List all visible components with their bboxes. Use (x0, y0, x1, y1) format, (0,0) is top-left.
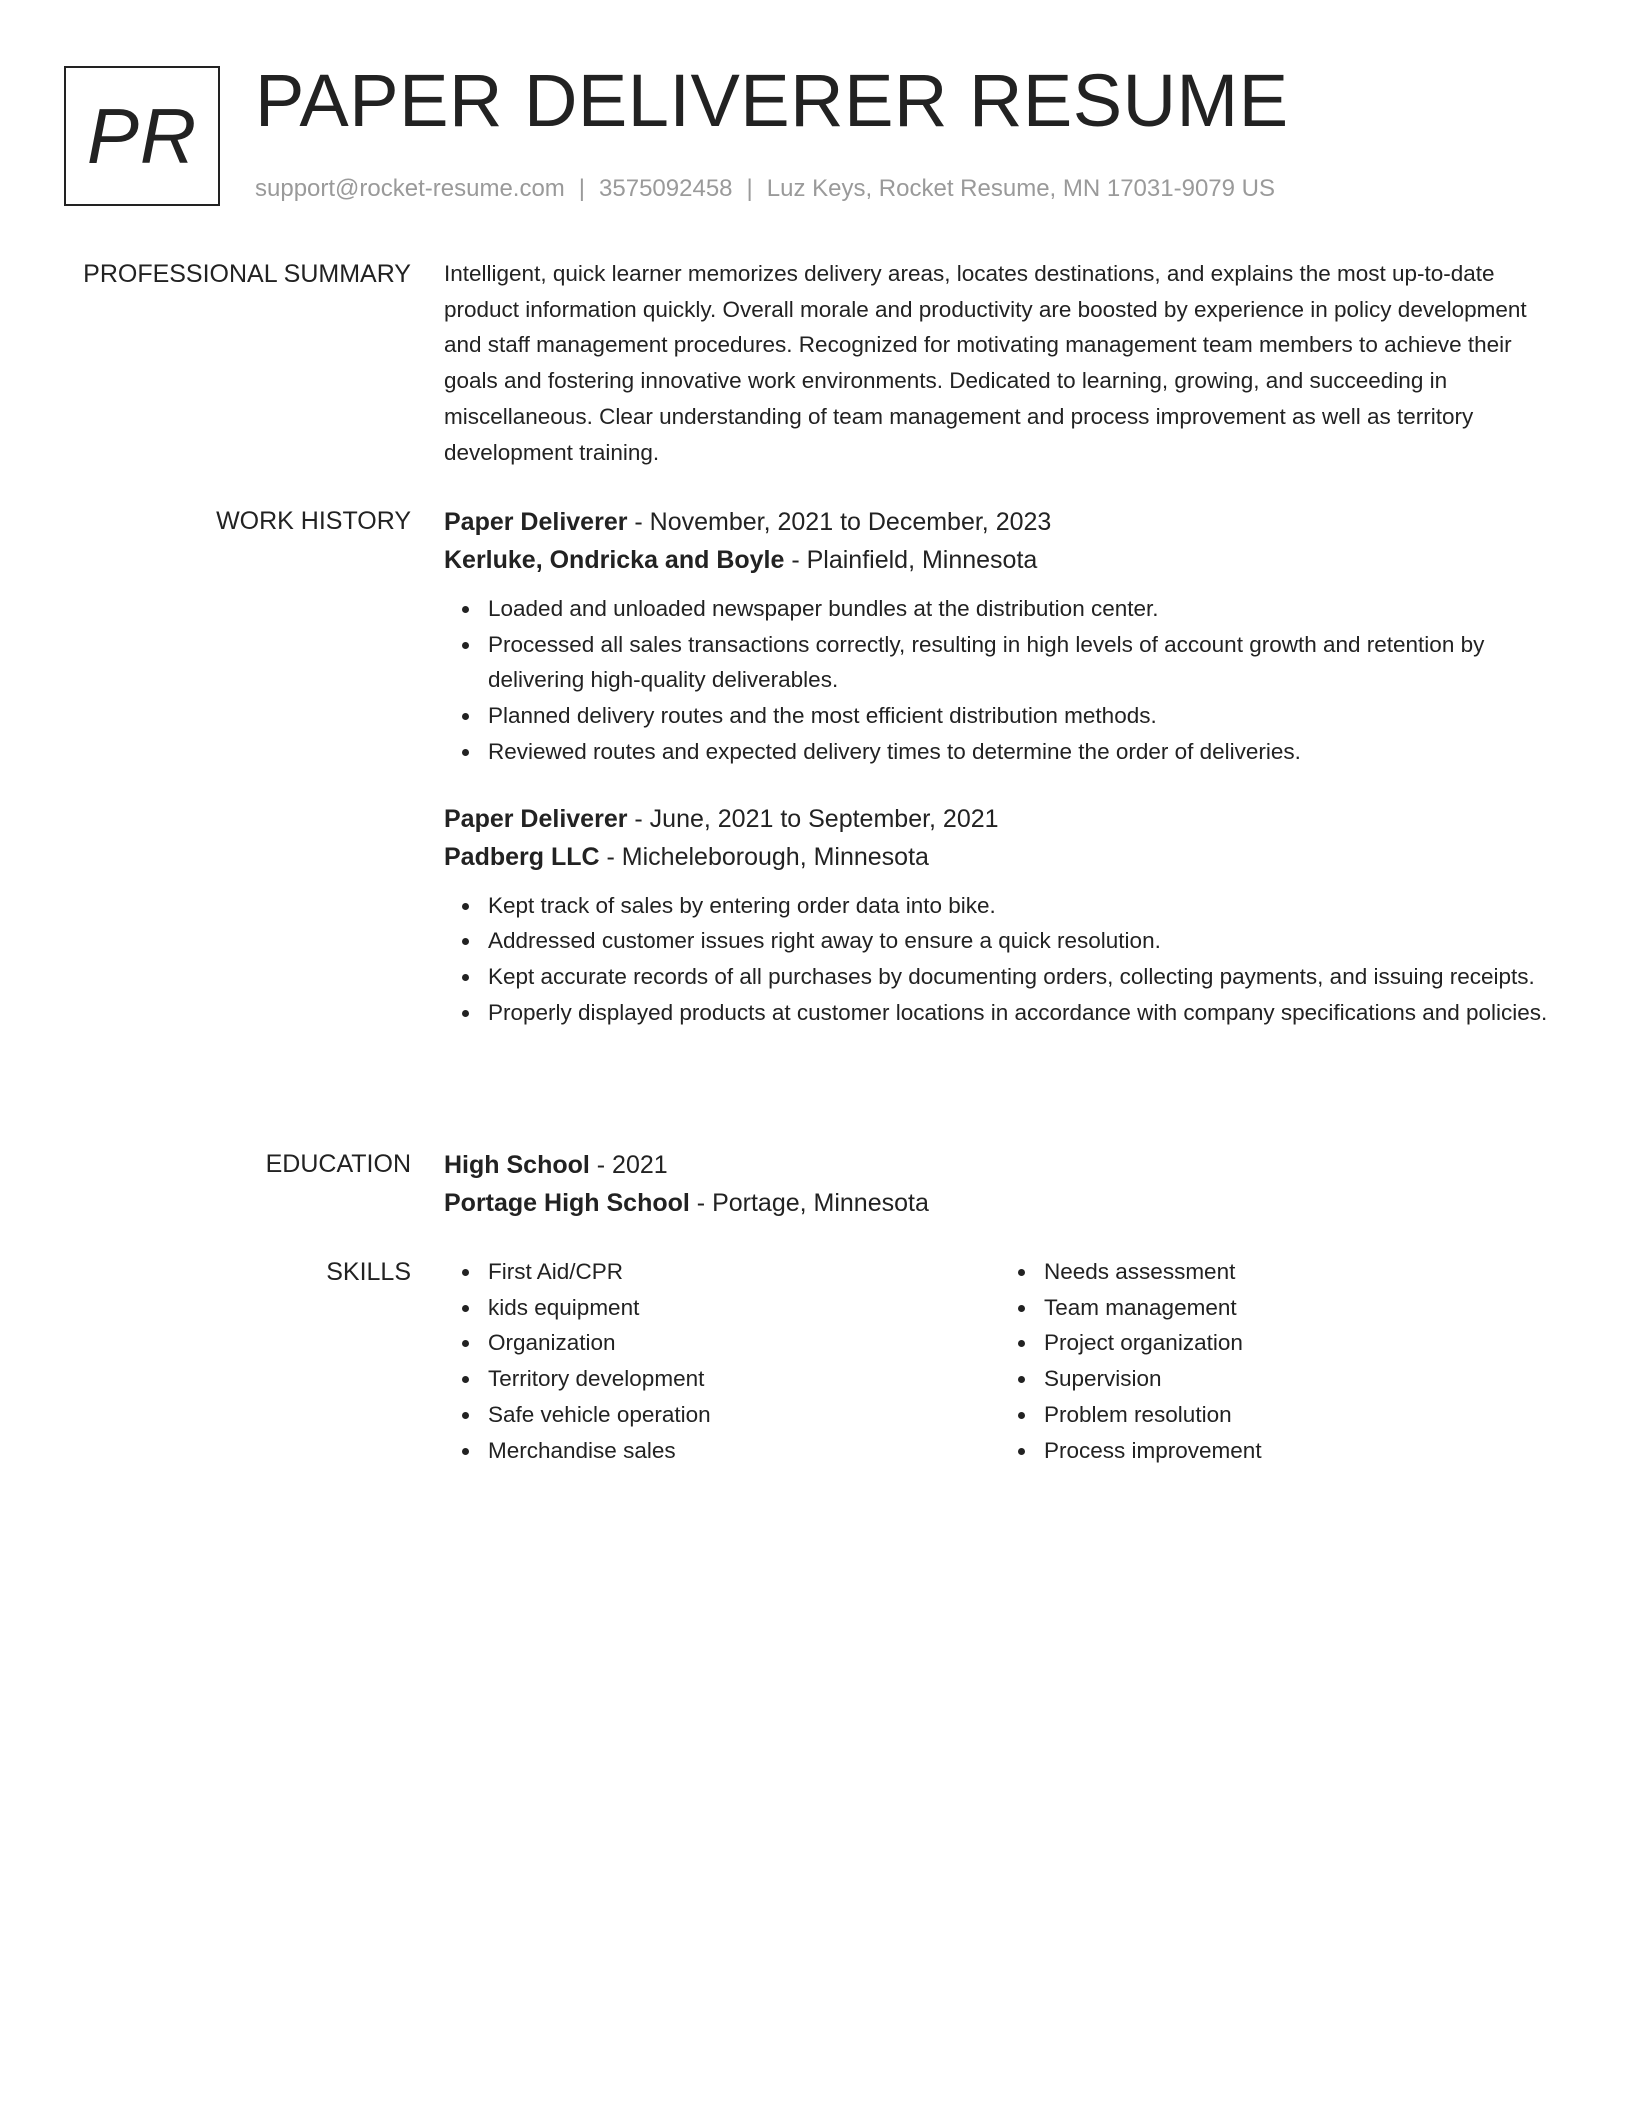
list-item: Addressed customer issues right away to ensure a quick resolution. (488, 923, 1556, 959)
contact-email: support@rocket-resume.com (255, 175, 565, 202)
education-school: Portage High School (444, 1189, 690, 1217)
education-year: - 2021 (589, 1151, 668, 1179)
page-title: PAPER DELIVERER RESUME (255, 59, 1289, 142)
section-heading-summary: PROFESSIONAL SUMMARY (83, 260, 411, 288)
list-item: Team management (1044, 1290, 1556, 1326)
list-item: Problem resolution (1044, 1397, 1556, 1433)
job-company-line (444, 838, 1556, 876)
summary-text: Intelligent, quick learner memorizes delivery areas, locates destinations, and explains the most up-to-date product information quickly. Overall morale and productivity are boosted by experience in policy development and staff management procedures. Recognized for motivating management team members to achieve their goals and fostering innovative work environments. Dedicated to learning, growing, and succeeding in miscellaneous. Clear understanding of team management and process improvement as well as territory development training. (444, 261, 1527, 465)
job-entry (444, 503, 1556, 770)
list-item: Territory development (488, 1361, 1000, 1397)
job-company-line (444, 541, 1556, 579)
skills-columns (444, 1254, 1556, 1468)
job-entry (444, 800, 1556, 1031)
contact-separator: | (746, 175, 753, 202)
monogram-logo (64, 66, 220, 206)
job-dates: - November, 2021 to December, 2023 (627, 508, 1052, 536)
list-item: Kept accurate records of all purchases by documenting orders, collecting payments, and issuing receipts. (488, 959, 1556, 995)
job-location: - Plainfield, Minnesota (784, 546, 1038, 574)
list-item: Organization (488, 1325, 1000, 1361)
job-title-line (444, 503, 1556, 541)
monogram-initials: PR (86, 92, 198, 180)
contact-line (255, 172, 1275, 206)
list-item: Supervision (1044, 1361, 1556, 1397)
job-title: Paper Deliverer (444, 804, 628, 833)
job-company: Padberg LLC (444, 842, 600, 871)
skills-list-right (1000, 1254, 1556, 1468)
job-location: - Micheleborough, Minnesota (599, 842, 929, 871)
list-item: Loaded and unloaded newspaper bundles at the distribution center. (488, 591, 1556, 627)
list-item: Merchandise sales (488, 1433, 1000, 1469)
job-dates: - June, 2021 to September, 2021 (627, 804, 999, 833)
section-heading-education: EDUCATION (265, 1150, 411, 1178)
job-duties-list (444, 888, 1556, 1031)
list-item: Safe vehicle operation (488, 1397, 1000, 1433)
list-item: Needs assessment (1044, 1254, 1556, 1290)
list-item: Properly displayed products at customer locations in accordance with company specifications and policies. (488, 995, 1556, 1031)
education-degree-line (444, 1146, 1556, 1184)
job-duties-list (444, 591, 1556, 770)
list-item: Process improvement (1044, 1433, 1556, 1469)
list-item: Reviewed routes and expected delivery times to determine the order of deliveries. (488, 734, 1556, 770)
education-location: - Portage, Minnesota (689, 1189, 929, 1217)
work-history-body (444, 503, 1556, 1030)
contact-separator: | (578, 175, 586, 202)
job-title: Paper Deliverer (444, 508, 628, 536)
education-body (444, 1146, 1556, 1222)
contact-address: Luz Keys, Rocket Resume, MN 17031-9079 US (766, 175, 1275, 202)
education-school-line (444, 1184, 1556, 1222)
list-item: Planned delivery routes and the most efficient distribution methods. (488, 698, 1556, 734)
skills-list-left (444, 1254, 1000, 1468)
list-item: Processed all sales transactions correctly, resulting in high levels of account growth and retention by delivering high-quality deliverables. (488, 627, 1556, 698)
section-heading-skills: SKILLS (326, 1258, 411, 1286)
list-item: Kept track of sales by entering order data into bike. (488, 888, 1556, 924)
list-item: Project organization (1044, 1325, 1556, 1361)
job-company: Kerluke, Ondricka and Boyle (444, 546, 785, 574)
skills-body (444, 1254, 1556, 1468)
list-item: kids equipment (488, 1290, 1000, 1326)
job-title-line (444, 800, 1556, 838)
list-item: First Aid/CPR (488, 1254, 1000, 1290)
contact-phone: 3575092458 (599, 175, 733, 202)
education-degree: High School (444, 1151, 590, 1179)
section-heading-work-history: WORK HISTORY (216, 507, 411, 535)
summary-body (444, 256, 1556, 470)
